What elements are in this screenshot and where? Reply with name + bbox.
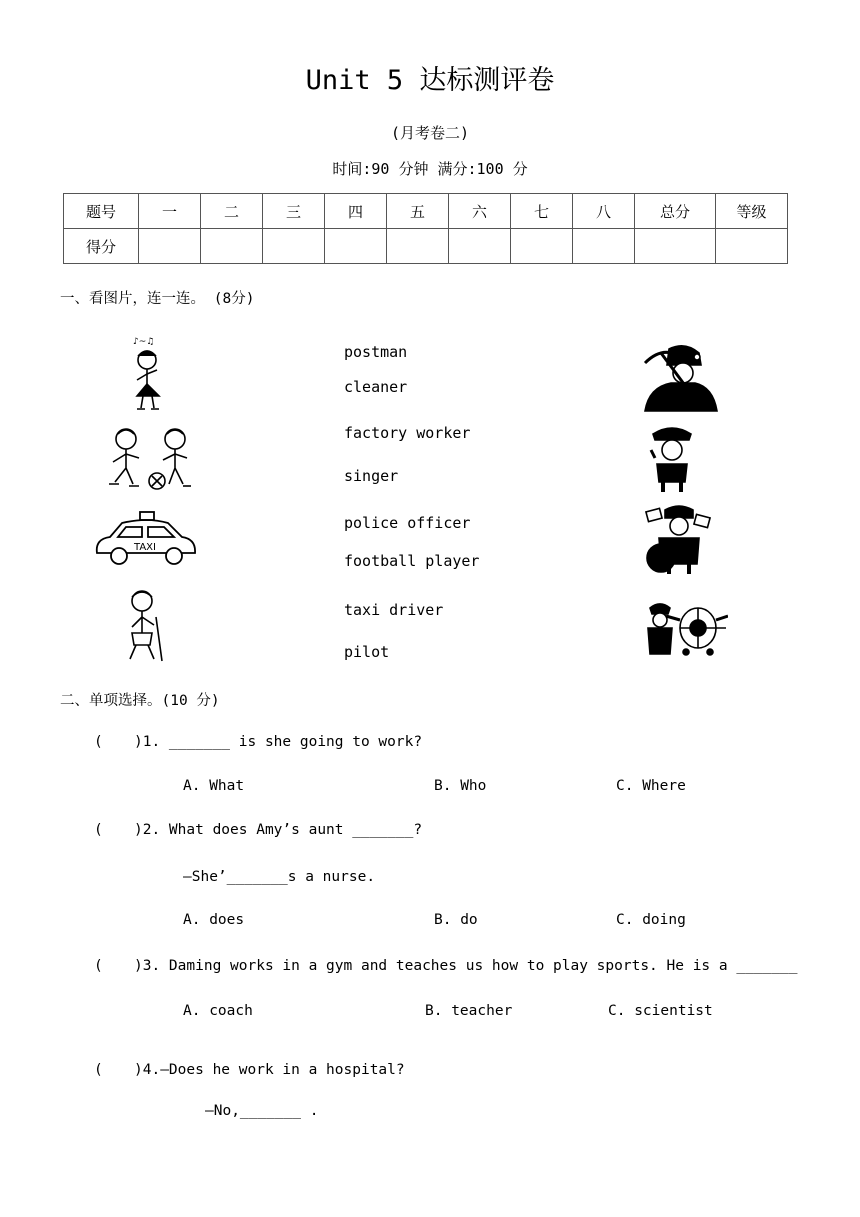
football-boys-picture[interactable] [99, 424, 191, 494]
score-cell[interactable] [325, 229, 387, 264]
q1-stem: )1. _______ is she going to work? [134, 734, 423, 750]
q1-option-a[interactable]: A. What [183, 778, 245, 794]
header-cell: 等级 [716, 194, 788, 229]
score-cell[interactable] [635, 229, 716, 264]
q1-option-b[interactable]: B. Who [434, 778, 487, 794]
police-officer-picture[interactable] [649, 424, 695, 494]
svg-text:♪~♫: ♪~♫ [133, 337, 155, 347]
q3-option-a[interactable]: A. coach [183, 1003, 253, 1019]
match-word-singer: singer [344, 467, 399, 485]
section2-heading: 二、单项选择。(10 分) [60, 693, 220, 709]
score-cell[interactable] [573, 229, 635, 264]
time-score-info: 时间:90 分钟 满分:100 分 [332, 160, 528, 178]
header-cell: 一 [139, 194, 201, 229]
score-cell[interactable] [201, 229, 263, 264]
header-cell: 四 [325, 194, 387, 229]
score-table [63, 193, 788, 264]
header-cell: 三 [263, 194, 325, 229]
header-cell: 六 [449, 194, 511, 229]
q2-option-b[interactable]: B. do [434, 912, 478, 928]
header-cell: 七 [511, 194, 573, 229]
header-cell: 题号 [64, 194, 139, 229]
q3-option-c[interactable]: C. scientist [608, 1003, 713, 1019]
q2-answer-paren[interactable]: ( [94, 822, 103, 838]
match-word-pilot: pilot [344, 643, 390, 661]
q2-answer-line: —She’_______s a nurse. [183, 869, 376, 885]
taxi-picture[interactable] [92, 509, 198, 569]
score-cell[interactable] [511, 229, 573, 264]
miner-worker-picture[interactable] [641, 343, 721, 413]
q3-stem: )3. Daming works in a gym and teaches us how to play sports. He is a _______ [134, 958, 798, 974]
q2-stem: )2. What does Amy’s aunt _______? [134, 822, 423, 838]
score-table-header-row [64, 194, 788, 229]
cleaner-woman-picture[interactable] [122, 587, 170, 663]
score-cell[interactable] [387, 229, 449, 264]
score-cell[interactable] [449, 229, 511, 264]
page-title: Unit 5 达标测评卷 [305, 65, 555, 96]
q1-option-c[interactable]: C. Where [616, 778, 686, 794]
singing-girl-picture[interactable] [125, 334, 175, 414]
header-cell: 总分 [635, 194, 716, 229]
q4-answer-paren[interactable]: ( [94, 1062, 103, 1078]
postman-picture[interactable] [643, 502, 715, 576]
match-word-taxi-driver: taxi driver [344, 601, 444, 619]
section1-heading: 一、看图片，连一连。 (8分) [60, 291, 255, 307]
match-word-cleaner: cleaner [344, 378, 408, 396]
score-cell[interactable] [139, 229, 201, 264]
score-cell[interactable] [263, 229, 325, 264]
match-word-football-player: football player [344, 552, 480, 570]
header-cell: 五 [387, 194, 449, 229]
q3-option-b[interactable]: B. teacher [425, 1003, 513, 1019]
q2-option-a[interactable]: A. does [183, 912, 245, 928]
q4-stem: )4.—Does he work in a hospital? [134, 1062, 405, 1078]
pilot-plane-picture[interactable] [636, 594, 728, 656]
header-cell: 二 [201, 194, 263, 229]
q2-option-c[interactable]: C. doing [616, 912, 686, 928]
score-cell[interactable] [716, 229, 788, 264]
q3-answer-paren[interactable]: ( [94, 958, 103, 974]
taxi-sign: TAXI [134, 542, 156, 553]
page-subtitle: (月考卷二) [390, 124, 470, 142]
match-word-factory-worker: factory worker [344, 424, 471, 442]
row-label-cell: 得分 [64, 229, 139, 264]
score-table-score-row [64, 229, 788, 264]
match-word-postman: postman [344, 343, 408, 361]
header-cell: 八 [573, 194, 635, 229]
match-word-police-officer: police officer [344, 514, 471, 532]
q1-answer-paren[interactable]: ( [94, 734, 103, 750]
q4-answer-line: —No,_______ . [205, 1103, 319, 1119]
